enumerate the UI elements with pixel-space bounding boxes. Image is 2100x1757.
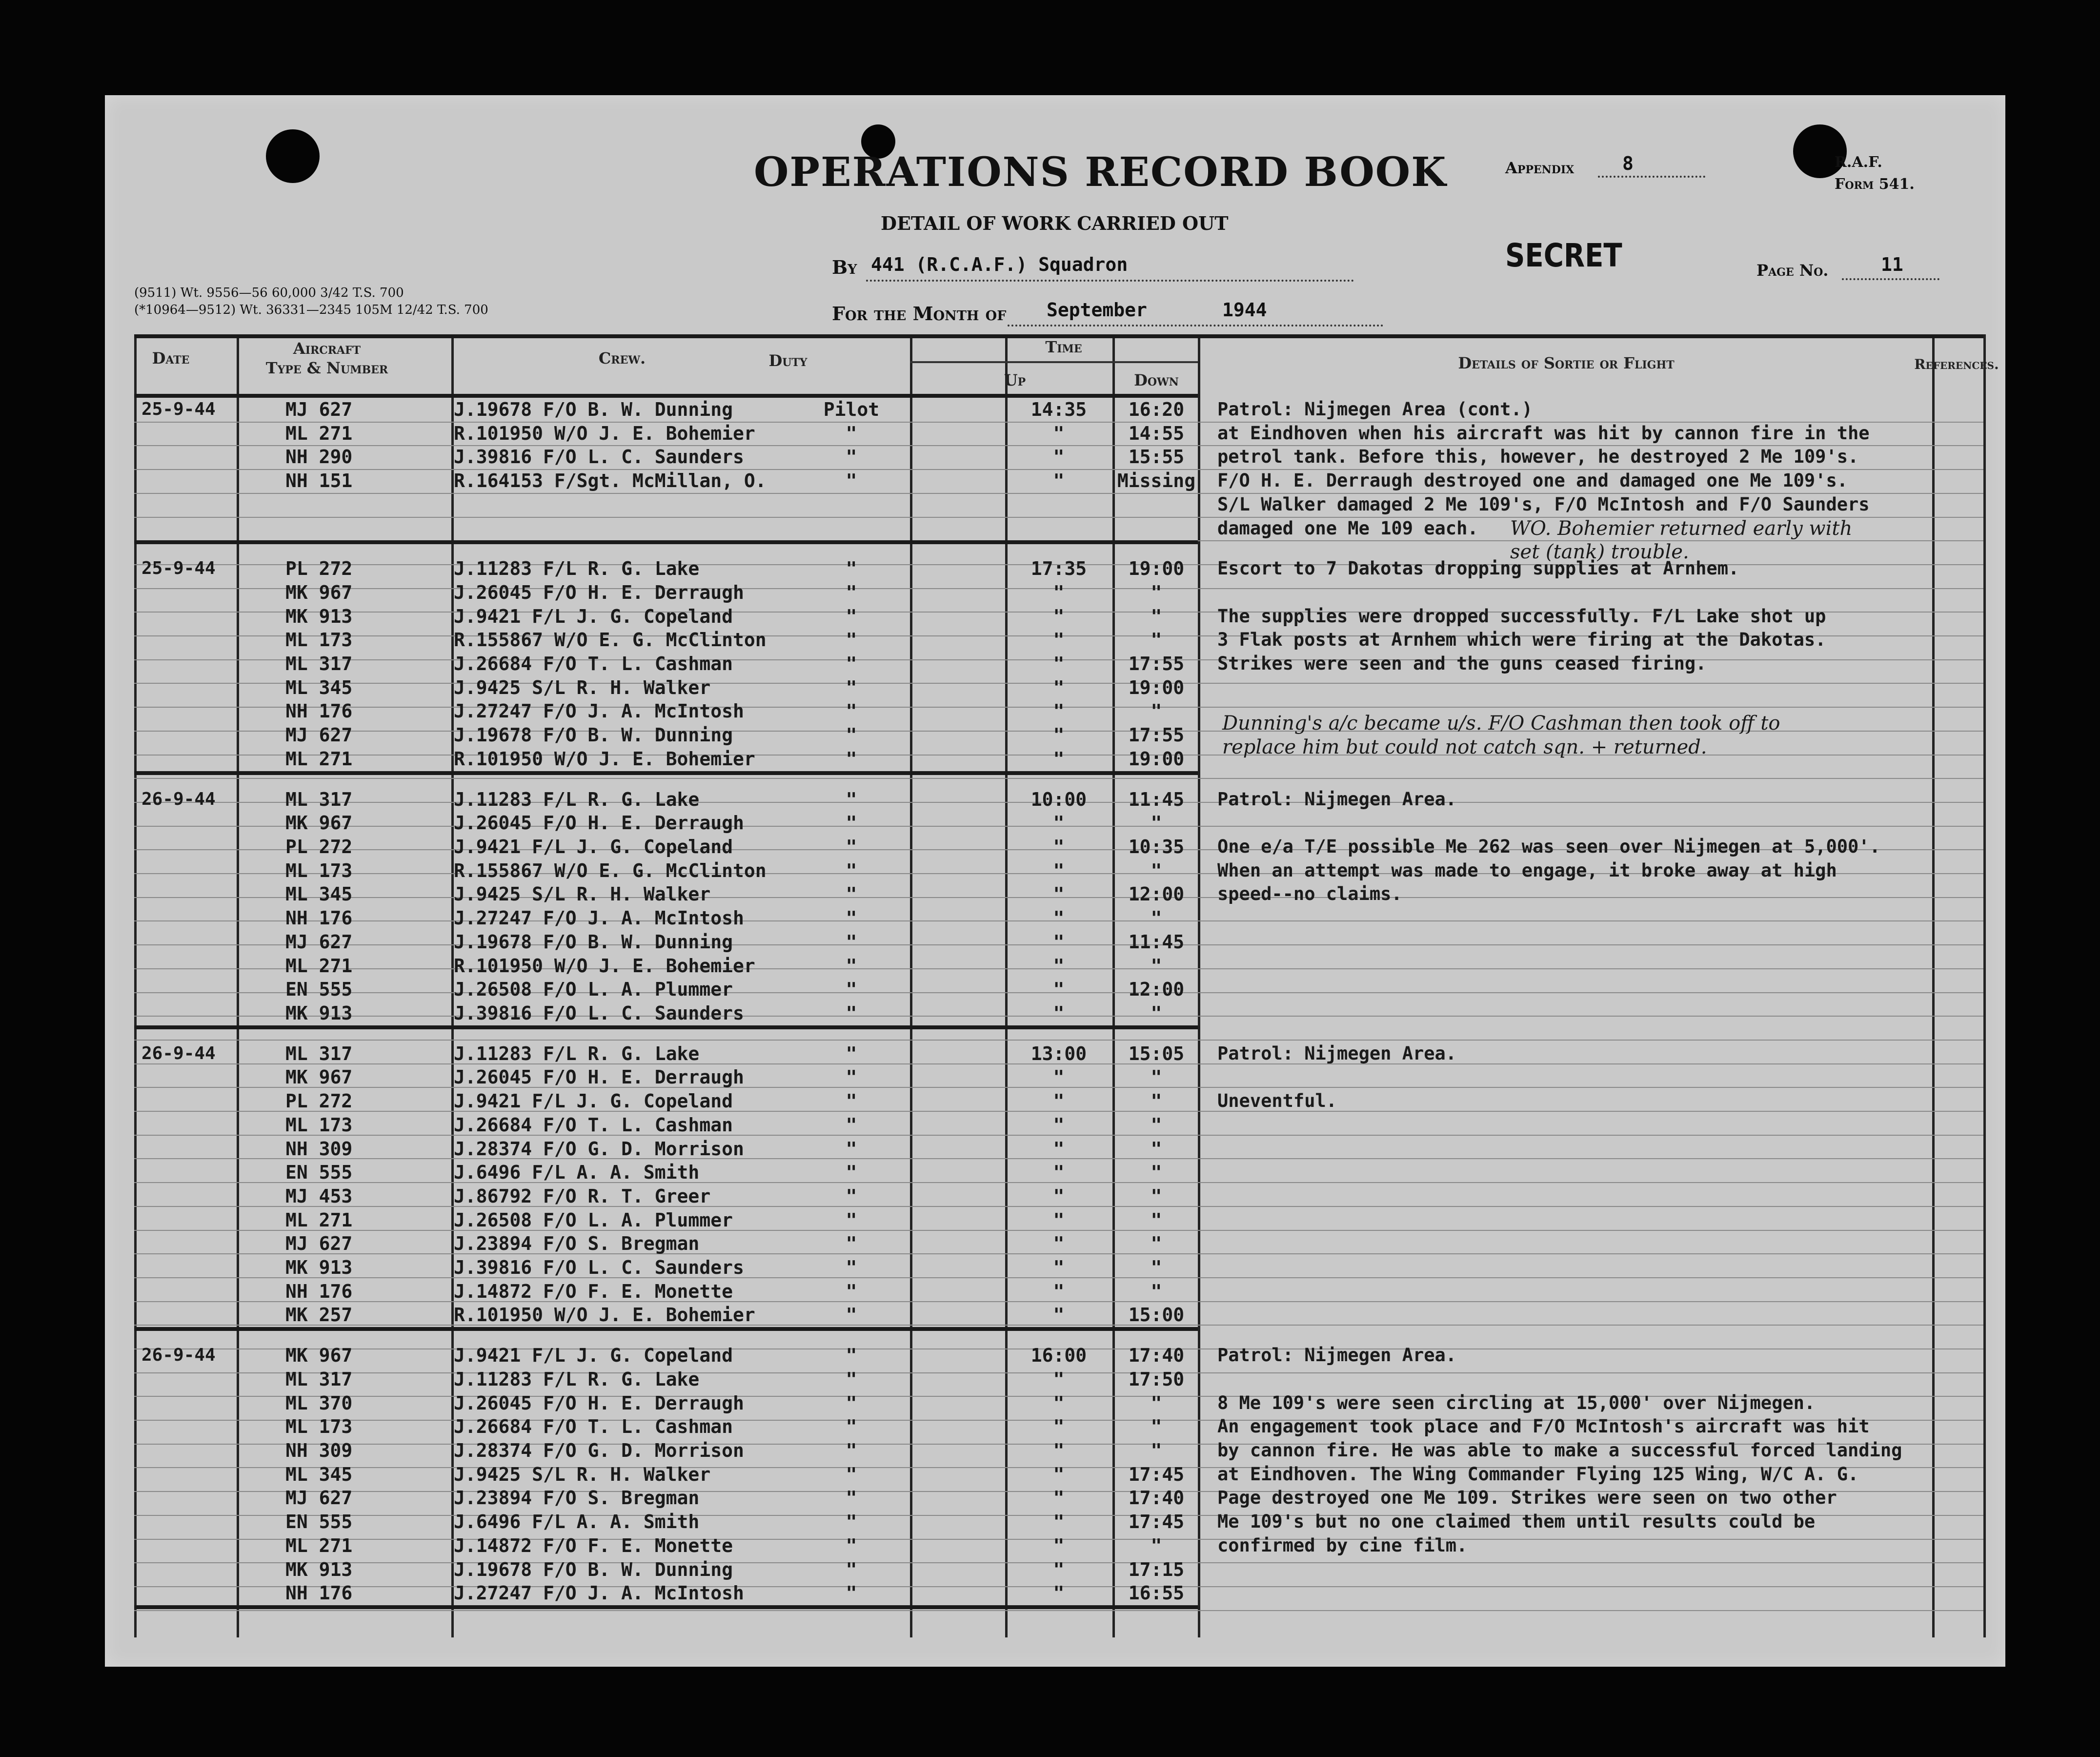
details-line: An engagement took place and F/O McIntosh's aircraft was hit (1217, 1416, 1870, 1437)
up-time-cell: " (1053, 1464, 1065, 1485)
down-time-cell: " (1151, 1002, 1162, 1024)
crew-cell: J.9425 S/L R. H. Walker (454, 1464, 711, 1485)
down-time-cell: " (1151, 1162, 1162, 1183)
crew-cell: J.6496 F/L A. A. Smith (454, 1511, 700, 1532)
crew-cell: J.6496 F/L A. A. Smith (454, 1162, 700, 1183)
down-time-cell: " (1151, 1090, 1162, 1112)
down-time-cell: 17:55 (1128, 653, 1185, 674)
details-line: damaged one Me 109 each. (1217, 518, 1478, 539)
up-time-cell: 16:00 (1030, 1345, 1087, 1366)
up-time-cell: " (1053, 955, 1065, 977)
aircraft-cell: MK 967 (285, 1345, 353, 1366)
down-time-cell: 16:20 (1128, 399, 1185, 420)
down-time-cell: 10:35 (1128, 836, 1185, 858)
details-line: Me 109's but no one claimed them until results could be (1217, 1511, 1816, 1532)
details-line: Uneventful. (1217, 1090, 1337, 1111)
details-line: speed--no claims. (1217, 883, 1402, 904)
aircraft-cell: MK 913 (285, 1559, 353, 1580)
up-time-cell: " (1053, 1369, 1065, 1390)
crew-cell: J.27247 F/O J. A. McIntosh (454, 1582, 744, 1604)
up-time-cell: 14:35 (1030, 399, 1087, 420)
down-time-cell: " (1151, 907, 1162, 929)
details-line: confirmed by cine film. (1217, 1535, 1468, 1556)
aircraft-cell: MJ 627 (285, 1233, 353, 1254)
crew-cell: J.9421 F/L J. G. Copeland (454, 606, 733, 627)
crew-cell: J.9421 F/L J. G. Copeland (454, 1090, 733, 1112)
up-time-cell: " (1053, 1002, 1065, 1024)
duty-cell: " (846, 1369, 857, 1390)
up-time-cell: " (1053, 1511, 1065, 1532)
duty-cell: " (846, 1559, 857, 1580)
aircraft-cell: MK 913 (285, 1257, 353, 1278)
duty-cell: " (846, 677, 857, 698)
up-time-cell: " (1053, 423, 1065, 444)
duty-cell: " (846, 883, 857, 905)
down-time-cell: " (1151, 1535, 1162, 1556)
crew-cell: J.19678 F/O B. W. Dunning (454, 724, 733, 746)
aircraft-cell: MJ 627 (285, 724, 353, 746)
crew-cell: J.11283 F/L R. G. Lake (454, 789, 700, 810)
duty-cell: " (846, 907, 857, 929)
down-time-cell: 17:45 (1128, 1464, 1185, 1485)
handwritten-note: replace him but could not catch sqn. + returned. (1222, 736, 1707, 758)
down-time-cell: 11:45 (1128, 789, 1185, 810)
duty-cell: Pilot (823, 399, 880, 420)
duty-cell: " (846, 606, 857, 627)
row-date: 26-9-44 (141, 789, 216, 809)
duty-cell: " (846, 1066, 857, 1088)
down-time-cell: 15:00 (1128, 1304, 1185, 1326)
down-time-cell: 19:00 (1128, 558, 1185, 579)
crew-cell: J.19678 F/O B. W. Dunning (454, 931, 733, 953)
aircraft-cell: PL 272 (285, 1090, 353, 1112)
details-line: When an attempt was made to engage, it broke away at high (1217, 860, 1837, 881)
crew-cell: J.39816 F/O L. C. Saunders (454, 446, 744, 468)
aircraft-cell: ML 317 (285, 653, 353, 674)
details-line: by cannon fire. He was able to make a successful forced landing (1217, 1440, 1902, 1461)
down-time-cell: " (1151, 860, 1162, 881)
down-time-cell: " (1151, 955, 1162, 977)
up-time-cell: " (1053, 1114, 1065, 1136)
details-line: Patrol: Nijmegen Area. (1217, 1345, 1457, 1366)
up-time-cell: " (1053, 653, 1065, 674)
up-time-cell: " (1053, 931, 1065, 953)
crew-cell: J.39816 F/O L. C. Saunders (454, 1002, 744, 1024)
duty-cell: " (846, 1233, 857, 1254)
up-time-cell: 10:00 (1030, 789, 1087, 810)
crew-cell: J.23894 F/O S. Bregman (454, 1233, 700, 1254)
aircraft-cell: MK 913 (285, 606, 353, 627)
down-time-cell: " (1151, 1185, 1162, 1207)
crew-cell: J.26684 F/O T. L. Cashman (454, 653, 733, 674)
up-time-cell: " (1053, 677, 1065, 698)
up-time-cell: " (1053, 907, 1065, 929)
page-no-value: 11 (1881, 254, 1903, 275)
details-line: One e/a T/E possible Me 262 was seen over Nijmegen at 5,000'. (1217, 836, 1880, 857)
aircraft-cell: NH 309 (285, 1138, 353, 1160)
month-label: For the Month of (832, 303, 1007, 325)
down-time-cell: " (1151, 1209, 1162, 1231)
down-time-cell: 14:55 (1128, 423, 1185, 444)
duty-cell: " (846, 1162, 857, 1183)
aircraft-cell: ML 173 (285, 860, 353, 881)
up-time-cell: " (1053, 1559, 1065, 1580)
aircraft-cell: NH 309 (285, 1440, 353, 1461)
down-time-cell: " (1151, 812, 1162, 834)
down-time-cell: " (1151, 1416, 1162, 1437)
down-time-cell: " (1151, 1114, 1162, 1136)
aircraft-cell: NH 176 (285, 1281, 353, 1302)
details-line: Strikes were seen and the guns ceased firing. (1217, 653, 1707, 674)
aircraft-cell: PL 272 (285, 836, 353, 858)
crew-cell: J.28374 F/O G. D. Morrison (454, 1138, 744, 1160)
aircraft-cell: ML 271 (285, 748, 353, 770)
col-header-down: Down (1134, 371, 1179, 389)
row-date: 25-9-44 (141, 399, 216, 419)
down-time-cell: 19:00 (1128, 748, 1185, 770)
handwritten-note: set (tank) trouble. (1510, 541, 1689, 563)
duty-cell: " (846, 1416, 857, 1437)
duty-cell: " (846, 1257, 857, 1278)
aircraft-cell: NH 290 (285, 446, 353, 468)
down-time-cell: " (1151, 582, 1162, 603)
aircraft-cell: NH 176 (285, 907, 353, 929)
aircraft-cell: ML 271 (285, 423, 353, 444)
col-header-date: Date (152, 349, 190, 368)
duty-cell: " (846, 1138, 857, 1160)
up-time-cell: 13:00 (1030, 1043, 1087, 1064)
aircraft-cell: MK 967 (285, 1066, 353, 1088)
aircraft-cell: MK 913 (285, 1002, 353, 1024)
row-date: 25-9-44 (141, 558, 216, 578)
up-time-cell: " (1053, 446, 1065, 468)
aircraft-cell: ML 317 (285, 789, 353, 810)
details-line: Escort to 7 Dakotas dropping supplies at Arnhem. (1217, 558, 1739, 579)
details-line: at Eindhoven when his aircraft was hit by cannon fire in the (1217, 423, 1870, 444)
details-line: 3 Flak posts at Arnhem which were firing at the Dakotas. (1217, 629, 1826, 650)
form-sheet (105, 95, 2005, 1667)
up-time-cell: " (1053, 724, 1065, 746)
up-time-cell: " (1053, 606, 1065, 627)
aircraft-cell: ML 271 (285, 1535, 353, 1556)
duty-cell: " (846, 470, 857, 491)
duty-cell: " (846, 979, 857, 1000)
up-time-cell: " (1053, 1162, 1065, 1183)
crew-cell: J.26045 F/O H. E. Derraugh (454, 1392, 744, 1414)
up-time-cell: " (1053, 1281, 1065, 1302)
duty-cell: " (846, 836, 857, 858)
details-line: S/L Walker damaged 2 Me 109's, F/O McIntosh and F/O Saunders (1217, 494, 1870, 515)
details-line: Patrol: Nijmegen Area. (1217, 1043, 1457, 1064)
crew-cell: R.101950 W/O J. E. Bohemier (454, 423, 755, 444)
col-header-up: Up (1004, 371, 1026, 389)
duty-cell: " (846, 955, 857, 977)
up-time-cell: " (1053, 1090, 1065, 1112)
crew-cell: J.26508 F/O L. A. Plummer (454, 979, 733, 1000)
aircraft-cell: EN 555 (285, 1162, 353, 1183)
up-time-cell: " (1053, 1233, 1065, 1254)
down-time-cell: Missing (1117, 470, 1196, 491)
duty-cell: " (846, 1209, 857, 1231)
aircraft-cell: MJ 453 (285, 1185, 353, 1207)
aircraft-cell: MK 967 (285, 582, 353, 603)
up-time-cell: 17:35 (1030, 558, 1087, 579)
crew-cell: J.14872 F/O F. E. Monette (454, 1281, 733, 1302)
crew-cell: J.19678 F/O B. W. Dunning (454, 399, 733, 420)
up-time-cell: " (1053, 836, 1065, 858)
aircraft-cell: ML 271 (285, 1209, 353, 1231)
aircraft-cell: ML 345 (285, 677, 353, 698)
up-time-cell: " (1053, 812, 1065, 834)
up-time-cell: " (1053, 860, 1065, 881)
down-time-cell: 15:05 (1128, 1043, 1185, 1064)
up-time-cell: " (1053, 470, 1065, 491)
handwritten-note: Dunning's a/c became u/s. F/O Cashman then took off to (1222, 712, 1780, 735)
crew-cell: R.155867 W/O E. G. McClinton (454, 860, 767, 881)
down-time-cell: 16:55 (1128, 1582, 1185, 1604)
col-header-time: Time (1045, 338, 1082, 356)
details-line: 8 Me 109's were seen circling at 15,000' over Nijmegen. (1217, 1392, 1816, 1413)
aircraft-cell: ML 173 (285, 629, 353, 651)
duty-cell: " (846, 1002, 857, 1024)
details-line: The supplies were dropped successfully. F/L Lake shot up (1217, 606, 1826, 627)
record-rows (105, 95, 2005, 1667)
duty-cell: " (846, 1464, 857, 1485)
down-time-cell: " (1151, 1440, 1162, 1461)
row-date: 26-9-44 (141, 1043, 216, 1063)
down-time-cell: " (1151, 1281, 1162, 1302)
by-label: By (832, 256, 857, 278)
down-time-cell: 15:55 (1128, 446, 1185, 468)
duty-cell: " (846, 1511, 857, 1532)
print-line: (*10964—9512) Wt. 36331—2345 105M 12/42 T.S. 700 (134, 303, 488, 317)
duty-cell: " (846, 1440, 857, 1461)
duty-cell: " (846, 931, 857, 953)
up-time-cell: " (1053, 748, 1065, 770)
details-line: Patrol: Nijmegen Area. (1217, 789, 1457, 810)
up-time-cell: " (1053, 1066, 1065, 1088)
aircraft-cell: MJ 627 (285, 931, 353, 953)
col-header-details: Details of Sortie or Flight (1458, 354, 1675, 372)
down-time-cell: 12:00 (1128, 883, 1185, 905)
down-time-cell: 17:50 (1128, 1369, 1185, 1390)
print-line: (9511) Wt. 9556—56 60,000 3/42 T.S. 700 (134, 286, 404, 300)
down-time-cell: 12:00 (1128, 979, 1185, 1000)
duty-cell: " (846, 1535, 857, 1556)
crew-cell: R.164153 F/Sgt. McMillan, O. (454, 470, 767, 491)
down-time-cell: 17:40 (1128, 1487, 1185, 1509)
details-line: at Eindhoven. The Wing Commander Flying 125 Wing, W/C A. G. (1217, 1464, 1859, 1485)
col-header-aircraft: Aircraft (293, 339, 361, 358)
crew-cell: J.26045 F/O H. E. Derraugh (454, 812, 744, 834)
up-time-cell: " (1053, 1487, 1065, 1509)
duty-cell: " (846, 1345, 857, 1366)
row-date: 26-9-44 (141, 1345, 216, 1365)
up-time-cell: " (1053, 1304, 1065, 1326)
aircraft-cell: MJ 627 (285, 1487, 353, 1509)
handwritten-note: WO. Bohemier returned early with (1510, 517, 1853, 540)
aircraft-cell: MK 967 (285, 812, 353, 834)
aircraft-cell: EN 555 (285, 1511, 353, 1532)
duty-cell: " (846, 1114, 857, 1136)
aircraft-cell: PL 272 (285, 558, 353, 579)
crew-cell: J.9421 F/L J. G. Copeland (454, 836, 733, 858)
down-time-cell: 17:55 (1128, 724, 1185, 746)
crew-cell: R.101950 W/O J. E. Bohemier (454, 748, 755, 770)
aircraft-cell: MK 257 (285, 1304, 353, 1326)
duty-cell: " (846, 1090, 857, 1112)
duty-cell: " (846, 653, 857, 674)
col-header-duty: Duty (768, 351, 808, 370)
aircraft-cell: MJ 627 (285, 399, 353, 420)
down-time-cell: " (1151, 1138, 1162, 1160)
details-line: Page destroyed one Me 109. Strikes were seen on two other (1217, 1487, 1837, 1508)
aircraft-cell: ML 370 (285, 1392, 353, 1414)
aircraft-cell: ML 173 (285, 1114, 353, 1136)
duty-cell: " (846, 812, 857, 834)
secret-stamp: SECRET (1505, 237, 1622, 274)
detail-of-work: DETAIL OF WORK CARRIED OUT (881, 212, 1229, 234)
crew-cell: J.9421 F/L J. G. Copeland (454, 1345, 733, 1366)
aircraft-cell: NH 176 (285, 1582, 353, 1604)
aircraft-cell: ML 173 (285, 1416, 353, 1437)
up-time-cell: " (1053, 1392, 1065, 1414)
form-line2: Form 541. (1835, 176, 1915, 193)
duty-cell: " (846, 1582, 857, 1604)
crew-cell: J.9425 S/L R. H. Walker (454, 883, 711, 905)
duty-cell: " (846, 1304, 857, 1326)
crew-cell: J.9425 S/L R. H. Walker (454, 677, 711, 698)
month-value: September (1047, 299, 1147, 321)
appendix-value: 8 (1622, 153, 1634, 174)
crew-cell: J.39816 F/O L. C. Saunders (454, 1257, 744, 1278)
down-time-cell: " (1151, 1392, 1162, 1414)
up-time-cell: " (1053, 582, 1065, 603)
down-time-cell: " (1151, 629, 1162, 651)
down-time-cell: " (1151, 1233, 1162, 1254)
details-line: petrol tank. Before this, however, he destroyed 2 Me 109's. (1217, 446, 1859, 467)
crew-cell: J.14872 F/O F. E. Monette (454, 1535, 733, 1556)
up-time-cell: " (1053, 1209, 1065, 1231)
crew-cell: J.11283 F/L R. G. Lake (454, 558, 700, 579)
crew-cell: J.23894 F/O S. Bregman (454, 1487, 700, 1509)
aircraft-cell: ML 317 (285, 1043, 353, 1064)
aircraft-cell: ML 345 (285, 1464, 353, 1485)
down-time-cell: " (1151, 1066, 1162, 1088)
duty-cell: " (846, 860, 857, 881)
aircraft-cell: NH 176 (285, 700, 353, 722)
duty-cell: " (846, 1043, 857, 1064)
crew-cell: J.19678 F/O B. W. Dunning (454, 1559, 733, 1580)
crew-cell: R.101950 W/O J. E. Bohemier (454, 955, 755, 977)
crew-cell: J.27247 F/O J. A. McIntosh (454, 700, 744, 722)
down-time-cell: " (1151, 700, 1162, 722)
duty-cell: " (846, 423, 857, 444)
crew-cell: J.26508 F/O L. A. Plummer (454, 1209, 733, 1231)
crew-cell: J.28374 F/O G. D. Morrison (454, 1440, 744, 1461)
down-time-cell: 19:00 (1128, 677, 1185, 698)
duty-cell: " (846, 789, 857, 810)
squadron-value: 441 (R.C.A.F.) Squadron (871, 254, 1128, 275)
page-no-label: Page No. (1757, 261, 1829, 280)
up-time-cell: " (1053, 629, 1065, 651)
col-header-references: References. (1914, 356, 1999, 372)
down-time-cell: 17:40 (1128, 1345, 1185, 1366)
crew-cell: J.11283 F/L R. G. Lake (454, 1043, 700, 1064)
up-time-cell: " (1053, 1185, 1065, 1207)
col-header-aircraft-type: Type & Number (265, 359, 388, 377)
up-time-cell: " (1053, 1440, 1065, 1461)
duty-cell: " (846, 629, 857, 651)
crew-cell: J.26684 F/O T. L. Cashman (454, 1416, 733, 1437)
form-line1: R.A.F. (1835, 154, 1882, 171)
duty-cell: " (846, 700, 857, 722)
duty-cell: " (846, 558, 857, 579)
duty-cell: " (846, 1185, 857, 1207)
page-title: OPERATIONS RECORD BOOK (754, 149, 1447, 196)
aircraft-cell: ML 271 (285, 955, 353, 977)
down-time-cell: 17:45 (1128, 1511, 1185, 1532)
col-header-crew: Crew. (598, 349, 646, 368)
up-time-cell: " (1053, 1535, 1065, 1556)
year-value: 1944 (1222, 299, 1267, 321)
duty-cell: " (846, 446, 857, 468)
details-line: F/O H. E. Derraugh destroyed one and damaged one Me 109's. (1217, 470, 1848, 491)
up-time-cell: " (1053, 979, 1065, 1000)
up-time-cell: " (1053, 1138, 1065, 1160)
up-time-cell: " (1053, 1257, 1065, 1278)
crew-cell: J.26045 F/O H. E. Derraugh (454, 582, 744, 603)
aircraft-cell: ML 317 (285, 1369, 353, 1390)
up-time-cell: " (1053, 700, 1065, 722)
crew-cell: R.101950 W/O J. E. Bohemier (454, 1304, 755, 1326)
down-time-cell: " (1151, 606, 1162, 627)
down-time-cell: 17:15 (1128, 1559, 1185, 1580)
details-line: Patrol: Nijmegen Area (cont.) (1217, 399, 1533, 420)
up-time-cell: " (1053, 1416, 1065, 1437)
duty-cell: " (846, 724, 857, 746)
up-time-cell: " (1053, 883, 1065, 905)
duty-cell: " (846, 582, 857, 603)
aircraft-cell: EN 555 (285, 979, 353, 1000)
crew-cell: R.155867 W/O E. G. McClinton (454, 629, 767, 651)
appendix-label: Appendix (1505, 159, 1575, 177)
down-time-cell: " (1151, 1257, 1162, 1278)
duty-cell: " (846, 1392, 857, 1414)
duty-cell: " (846, 1281, 857, 1302)
crew-cell: J.26684 F/O T. L. Cashman (454, 1114, 733, 1136)
crew-cell: J.26045 F/O H. E. Derraugh (454, 1066, 744, 1088)
crew-cell: J.86792 F/O R. T. Greer (454, 1185, 711, 1207)
up-time-cell: " (1053, 1582, 1065, 1604)
duty-cell: " (846, 748, 857, 770)
duty-cell: " (846, 1487, 857, 1509)
crew-cell: J.11283 F/L R. G. Lake (454, 1369, 700, 1390)
crew-cell: J.27247 F/O J. A. McIntosh (454, 907, 744, 929)
aircraft-cell: ML 345 (285, 883, 353, 905)
down-time-cell: 11:45 (1128, 931, 1185, 953)
aircraft-cell: NH 151 (285, 470, 353, 491)
